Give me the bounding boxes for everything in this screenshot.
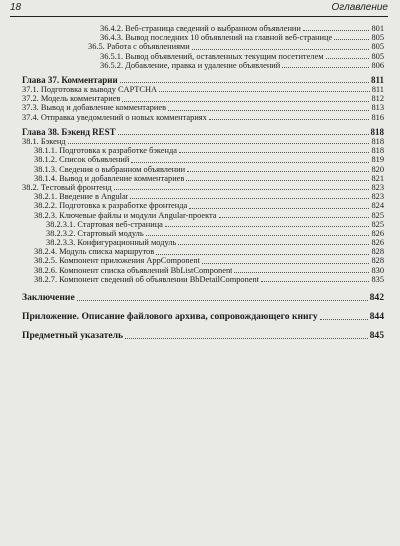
toc-leader-dots <box>326 58 370 59</box>
toc-leader-dots <box>202 263 370 264</box>
toc-spacer <box>22 284 384 292</box>
toc-entry[interactable] <box>22 257 384 266</box>
toc-entry-title: 38.1.3. Сведения о выбранном объявлении <box>34 164 186 174</box>
toc-entry-page: 813 <box>371 103 384 113</box>
toc-entry-title: 38.2.3.3. Конфигурационный модуль <box>46 238 177 248</box>
toc-entry-page: 826 <box>371 238 384 248</box>
toc-entry-title: 38.1.1. Подготовка к разработке бэкенда <box>34 146 177 156</box>
toc-entry[interactable] <box>22 146 384 155</box>
toc-entry-page: 825 <box>371 210 384 220</box>
toc-entry-title: 38.2.3.1. Стартовая веб-страница <box>46 219 163 229</box>
toc-entry[interactable] <box>22 238 384 247</box>
toc-entry[interactable] <box>22 247 384 256</box>
toc-entry-title: 38.2.4. Модуль списка маршрутов <box>34 247 155 257</box>
toc-entry[interactable] <box>22 104 384 113</box>
page-header <box>10 0 388 17</box>
toc-entry-title: 36.5. Работа с объявлениями <box>88 42 190 52</box>
toc-leader-dots <box>189 208 369 209</box>
toc-entry[interactable] <box>22 174 384 183</box>
page-number: 18 <box>10 2 22 13</box>
toc-leader-dots <box>120 82 369 83</box>
toc-entry-page: 826 <box>371 228 384 238</box>
toc-entry-page: 801 <box>371 23 384 33</box>
toc-entry-title: 36.5.2. Добавление, правка и удаление объявлений <box>100 60 281 70</box>
toc-entry[interactable] <box>22 128 384 137</box>
toc-entry-page: 824 <box>371 201 384 211</box>
toc-leader-dots <box>168 110 369 111</box>
toc-leader-dots <box>125 338 368 339</box>
toc-entry[interactable] <box>22 113 384 122</box>
toc-leader-dots <box>334 39 369 40</box>
toc-entry-page: 819 <box>371 155 384 165</box>
toc-entry-title: 38.2.6. Компонент списка объявлений BbListComponent <box>34 265 233 275</box>
toc-entry-title: Глава 37. Комментарии <box>22 75 118 85</box>
running-title: Оглавление <box>331 2 388 13</box>
toc-spacer <box>22 303 384 311</box>
toc-entry-page: 828 <box>371 247 384 257</box>
toc-entry[interactable] <box>22 155 384 164</box>
toc-entry-page: 823 <box>371 192 384 202</box>
toc-entry-page: 812 <box>371 94 384 104</box>
toc-entry-title: 38.2.1. Введение в Angular <box>34 192 129 202</box>
toc-leader-dots <box>186 180 369 181</box>
toc-entry-page: 825 <box>371 219 384 229</box>
toc-entry-title: 38.2.7. Компонент сведений об объявлении BbDetailComponent <box>34 274 260 284</box>
toc-leader-dots <box>192 49 370 50</box>
toc-entry-page: 823 <box>371 182 384 192</box>
toc-leader-dots <box>77 300 368 301</box>
toc-leader-dots <box>303 30 370 31</box>
toc-leader-dots <box>187 171 369 172</box>
toc-entry[interactable] <box>22 330 384 341</box>
toc-leader-dots <box>118 134 369 135</box>
toc-entry-title: Заключение <box>22 292 75 304</box>
toc-leader-dots <box>146 235 370 236</box>
toc-entry-page: 818 <box>371 146 384 156</box>
toc-leader-dots <box>234 272 369 273</box>
toc-entry[interactable] <box>22 201 384 210</box>
toc-entry-page: 835 <box>371 274 384 284</box>
toc-leader-dots <box>178 244 369 245</box>
toc-entry-title: Глава 38. Бэкенд REST <box>22 127 116 137</box>
toc-entry-title: 37.1. Подготовка к выводу CAPTCHA <box>22 85 158 95</box>
toc-entry-title: 36.5.1. Вывод объявлений, оставленных текущим посетителем <box>100 51 324 61</box>
toc-entry-page: 805 <box>371 51 384 61</box>
toc-entry[interactable] <box>22 311 384 322</box>
toc-leader-dots <box>130 198 369 199</box>
toc-entry[interactable] <box>22 76 384 85</box>
toc-leader-dots <box>261 281 369 282</box>
toc-entry[interactable] <box>22 229 384 238</box>
toc-leader-dots <box>156 254 369 255</box>
toc-entry-title: 38.1.2. Список объявлений <box>34 155 130 165</box>
toc-entry-page: 820 <box>371 164 384 174</box>
toc-entry[interactable] <box>22 94 384 103</box>
toc-entry-title: 38.2.2. Подготовка к разработке фронтенда <box>34 201 188 211</box>
toc-spacer <box>22 322 384 330</box>
toc-entry-page: 818 <box>371 137 384 147</box>
toc-entry-page: 845 <box>369 330 384 342</box>
toc-entry-page: 811 <box>371 85 384 95</box>
toc-leader-dots <box>165 226 370 227</box>
toc-leader-dots <box>219 217 370 218</box>
toc-entry-title: 38.2.3.2. Стартовый модуль <box>46 228 144 238</box>
toc-entry-title: 37.4. Отправка уведомлений о новых комментариях <box>22 112 207 122</box>
toc-entry-title: 37.2. Модель комментариев <box>22 94 121 104</box>
toc-entry[interactable] <box>22 61 384 70</box>
toc-entry[interactable] <box>22 42 384 51</box>
toc-entry[interactable] <box>22 266 384 275</box>
toc-leader-dots <box>209 119 370 120</box>
toc-entry[interactable] <box>22 137 384 146</box>
toc-entry[interactable] <box>22 52 384 61</box>
toc-entry-title: 36.4.3. Вывод последних 10 объявлений на главной веб-странице <box>100 33 333 43</box>
toc-entry-title: 38.1.4. Вывод и добавление комментариев <box>34 173 185 183</box>
toc-entry-title: 37.3. Вывод и добавление комментариев <box>22 103 167 113</box>
toc-leader-dots <box>122 101 369 102</box>
toc-entry-title: 38.2. Тестовый фронтенд <box>22 182 112 192</box>
toc-entry-page: 844 <box>369 311 384 323</box>
toc-entry-page: 806 <box>371 60 384 70</box>
toc-entry[interactable] <box>22 85 384 94</box>
toc-entry-page: 818 <box>370 126 384 137</box>
toc-entry-page: 830 <box>371 265 384 275</box>
toc-entry-page: 811 <box>370 74 384 85</box>
toc-entry-title: Приложение. Описание файлового архива, сопровождающего книгу <box>22 311 318 323</box>
toc-entry-title: 38.1. Бэкенд <box>22 137 66 147</box>
toc-leader-dots <box>114 189 370 190</box>
toc-entry-page: 821 <box>371 173 384 183</box>
toc-leader-dots <box>320 319 368 320</box>
toc-leader-dots <box>68 143 370 144</box>
toc-entry-title: 36.4.2. Веб-страница сведений о выбранном объявлении <box>100 23 301 33</box>
toc-entry-page: 842 <box>369 292 384 304</box>
table-of-contents <box>22 24 384 341</box>
toc-entry-title: 38.2.3. Ключевые файлы и модули Angular-проекта <box>34 210 217 220</box>
toc-entry[interactable] <box>22 24 384 33</box>
toc-entry[interactable] <box>22 211 384 220</box>
toc-entry[interactable] <box>22 292 384 303</box>
toc-entry-page: 816 <box>371 112 384 122</box>
toc-entry-title: 38.2.5. Компонент приложения AppComponent <box>34 256 200 266</box>
toc-leader-dots <box>282 67 369 68</box>
toc-leader-dots <box>131 162 369 163</box>
toc-entry[interactable] <box>22 183 384 192</box>
toc-entry[interactable] <box>22 275 384 284</box>
toc-entry[interactable] <box>22 165 384 174</box>
toc-entry-title: Предметный указатель <box>22 330 124 342</box>
toc-leader-dots <box>179 152 369 153</box>
toc-entry-page: 805 <box>371 33 384 43</box>
toc-entry-page: 828 <box>371 256 384 266</box>
toc-entry[interactable] <box>22 192 384 201</box>
toc-entry[interactable] <box>22 33 384 42</box>
toc-entry-page: 805 <box>371 42 384 52</box>
toc-leader-dots <box>159 91 370 92</box>
toc-entry[interactable] <box>22 220 384 229</box>
